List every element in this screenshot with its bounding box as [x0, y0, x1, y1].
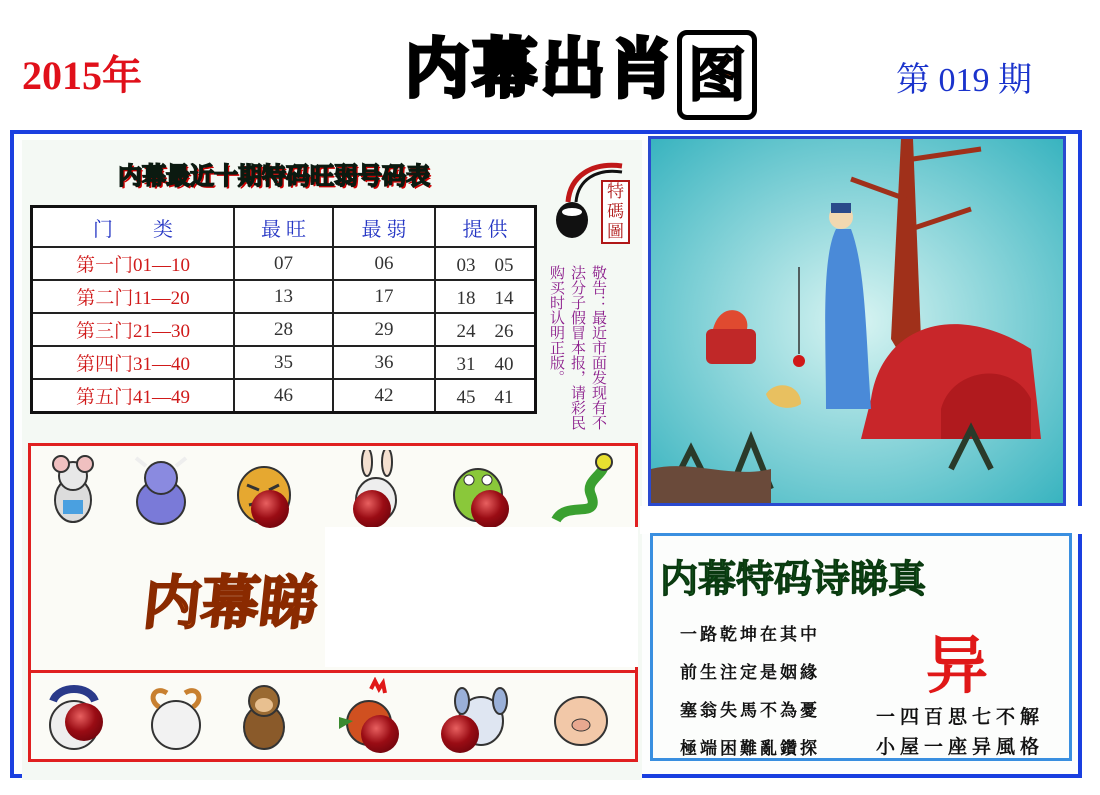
provide-value: 31 40 [435, 346, 536, 379]
hot-cold-table [30, 205, 537, 414]
rat-icon [41, 450, 111, 530]
table-title: 内幕最近十期特码旺弱号码表 [118, 162, 430, 190]
year-label: 2015年 [22, 53, 142, 98]
poem-side-line: 小屋一座异風格 [876, 736, 1045, 758]
middle-heading: 内幕睇 [139, 569, 322, 637]
cold-value: 36 [333, 346, 435, 379]
hot-value: 07 [234, 247, 333, 280]
table-row [32, 280, 536, 313]
red-ball-mark [353, 490, 391, 528]
poem-answer: 异 [926, 629, 989, 702]
issue-number: 第 019 期 [896, 62, 1032, 99]
header-cold: 最 弱 [333, 207, 435, 248]
logo-char: 出 [541, 33, 605, 107]
cold-value: 17 [333, 280, 435, 313]
poem-line: 前生注定是姻緣 [680, 663, 820, 683]
red-ball-mark [471, 490, 509, 528]
zodiac-row-bottom [28, 670, 638, 762]
provide-value: 45 41 [435, 379, 536, 413]
scholar-painting [648, 136, 1066, 506]
title-logo [405, 30, 757, 120]
header-category: 门 类 [32, 207, 235, 248]
cold-value: 29 [333, 313, 435, 346]
red-ball-mark [441, 715, 479, 753]
provide-value: 24 26 [435, 313, 536, 346]
hot-value: 46 [234, 379, 333, 413]
table-row [32, 346, 536, 379]
blank-strip [640, 506, 1084, 534]
cold-value: 06 [333, 247, 435, 280]
logo-char: 内 [405, 33, 469, 107]
row-label: 第三门21—30 [32, 313, 235, 346]
hot-value: 13 [234, 280, 333, 313]
table-row [32, 313, 536, 346]
red-ball-mark [361, 715, 399, 753]
table-row [32, 247, 536, 280]
blank-box [325, 527, 638, 667]
header-provide: 提 供 [435, 207, 536, 248]
logo-char: 幕 [473, 33, 537, 107]
hot-value: 35 [234, 346, 333, 379]
painting-image [651, 139, 1063, 503]
monkey-icon [229, 677, 299, 757]
zodiac-row-top [28, 443, 638, 535]
pig-icon [546, 677, 616, 757]
row-label: 第五门41—49 [32, 379, 235, 413]
goat-icon [141, 677, 211, 757]
cold-value: 42 [333, 379, 435, 413]
header-hot: 最 旺 [234, 207, 333, 248]
row-label: 第四门31—40 [32, 346, 235, 379]
poem-side-line: 一四百思七不解 [876, 706, 1045, 728]
poem-line: 塞翁失馬不為憂 [680, 701, 820, 721]
hot-value: 28 [234, 313, 333, 346]
poem-line: 極端困難亂鑽探 [680, 739, 820, 759]
poem-line: 一路乾坤在其中 [680, 625, 820, 645]
row-label: 第二门11—20 [32, 280, 235, 313]
stamp-text: 特碼圖 [601, 180, 630, 244]
provide-value: 18 14 [435, 280, 536, 313]
table-row [32, 379, 536, 413]
provide-value: 03 05 [435, 247, 536, 280]
logo-char: 图 [677, 30, 757, 120]
ox-icon [126, 450, 196, 530]
logo-char: 肖 [609, 33, 673, 107]
notice-text: 敬告：最近市面发现有不法分子假冒本报，请彩民购买时认明正版。 [548, 265, 608, 430]
poem-title: 内幕特码诗睇真 [660, 557, 927, 601]
row-label: 第一门01—10 [32, 247, 235, 280]
table-header-row [32, 207, 536, 248]
red-ball-mark [65, 703, 103, 741]
red-ball-mark [251, 490, 289, 528]
snake-icon [546, 450, 616, 530]
